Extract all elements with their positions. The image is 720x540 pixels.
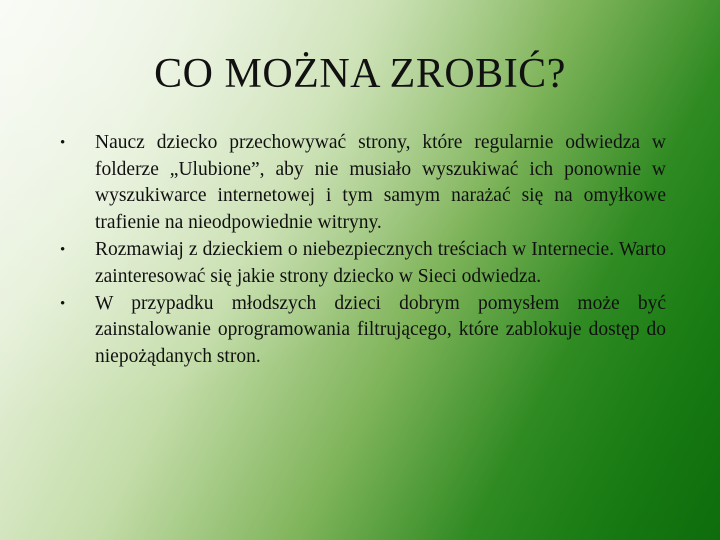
bullet-marker: • xyxy=(60,241,66,258)
bullet-item xyxy=(60,130,666,236)
bullet-item xyxy=(60,237,666,290)
bullet-marker: • xyxy=(60,295,66,312)
bullet-text: Rozmawiaj z dzieckiem o niebezpiecznych treściach w Internecie. Warto zainteresować się jakie strony dziecko w Sieci odwiedza. xyxy=(95,238,666,287)
slide-title: CO MOŻNA ZROBIĆ? xyxy=(154,51,566,97)
bullet-list xyxy=(60,130,666,371)
bullet-text: W przypadku młodszych dzieci dobrym pomysłem może być zainstalowanie oprogramowania filtrującego, które zablokuje dostęp do niepożądanych stron. xyxy=(95,292,666,367)
bullet-item xyxy=(60,291,666,371)
bullet-marker: • xyxy=(60,135,66,151)
bullet-text: Naucz dziecko przechowywać strony, które regularnie odwiedza w folderze „Ulubione”, aby nie musiało wyszukiwać ich ponownie w wyszukiwarce internetowej i tym samym narażać się na omyłkowe trafienie na nieodpowiednie witryny. xyxy=(95,132,666,233)
